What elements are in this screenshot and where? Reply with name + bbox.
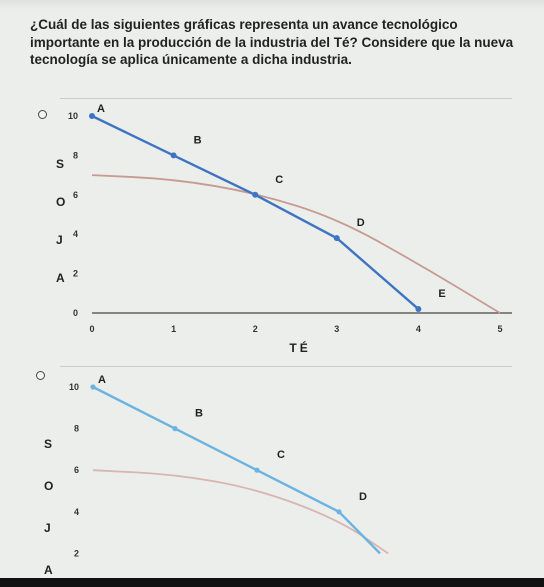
point-c-marker — [254, 468, 259, 473]
y-axis-label-letter: O — [56, 195, 66, 209]
ppf-line — [93, 387, 380, 553]
x-tick-label: 1 — [171, 324, 177, 334]
point-b-marker — [172, 426, 177, 431]
ppf-curve — [93, 470, 388, 553]
x-tick-label: 4 — [415, 324, 421, 334]
point-d-marker — [336, 509, 341, 514]
point-a-label: A — [98, 374, 106, 386]
x-axis-label: TÉ — [289, 341, 311, 355]
y-axis-label-letter: J — [44, 521, 51, 535]
y-tick-label: 0 — [72, 308, 78, 318]
y-tick-label: 4 — [73, 506, 79, 517]
x-tick-label: 5 — [497, 324, 503, 334]
y-tick-label: 8 — [73, 423, 79, 434]
y-tick-label: 4 — [72, 229, 78, 240]
point-b-label: B — [193, 134, 202, 147]
y-tick-label: 2 — [73, 548, 79, 559]
point-c-label: C — [277, 449, 285, 462]
y-tick-label: 8 — [72, 150, 78, 161]
x-tick-label: 0 — [89, 324, 95, 334]
y-tick-label: 6 — [73, 465, 79, 476]
x-tick-label: 3 — [334, 324, 340, 334]
y-tick-label: 2 — [72, 268, 78, 279]
point-c-label: C — [275, 173, 284, 186]
y-tick-label: 6 — [72, 189, 78, 200]
point-a-marker — [90, 384, 95, 389]
bottom-bar — [0, 578, 544, 587]
y-axis-label-letter: S — [44, 437, 53, 451]
point-d-label: D — [359, 490, 367, 503]
point-e-label: E — [438, 288, 446, 301]
y-tick-label: 10 — [68, 382, 79, 392]
question-text: ¿Cuál de las siguientes gráficas representa un avance tecnológico importante en la producción de la industria del Té? Considere que la nueva tecnología se aplica únicamente a dicha industria. — [30, 17, 514, 67]
y-axis-label-letter: A — [44, 563, 53, 577]
point-d-label: D — [356, 217, 365, 230]
y-axis-label-letter: J — [56, 233, 63, 247]
point-a-label: A — [97, 103, 105, 115]
y-axis-label-letter: S — [56, 157, 65, 171]
x-tick-label: 2 — [252, 324, 258, 334]
y-axis-label-letter: O — [44, 479, 54, 493]
y-tick-label: 10 — [67, 111, 78, 121]
y-axis-label-letter: A — [56, 271, 65, 285]
point-b-label: B — [195, 407, 203, 420]
